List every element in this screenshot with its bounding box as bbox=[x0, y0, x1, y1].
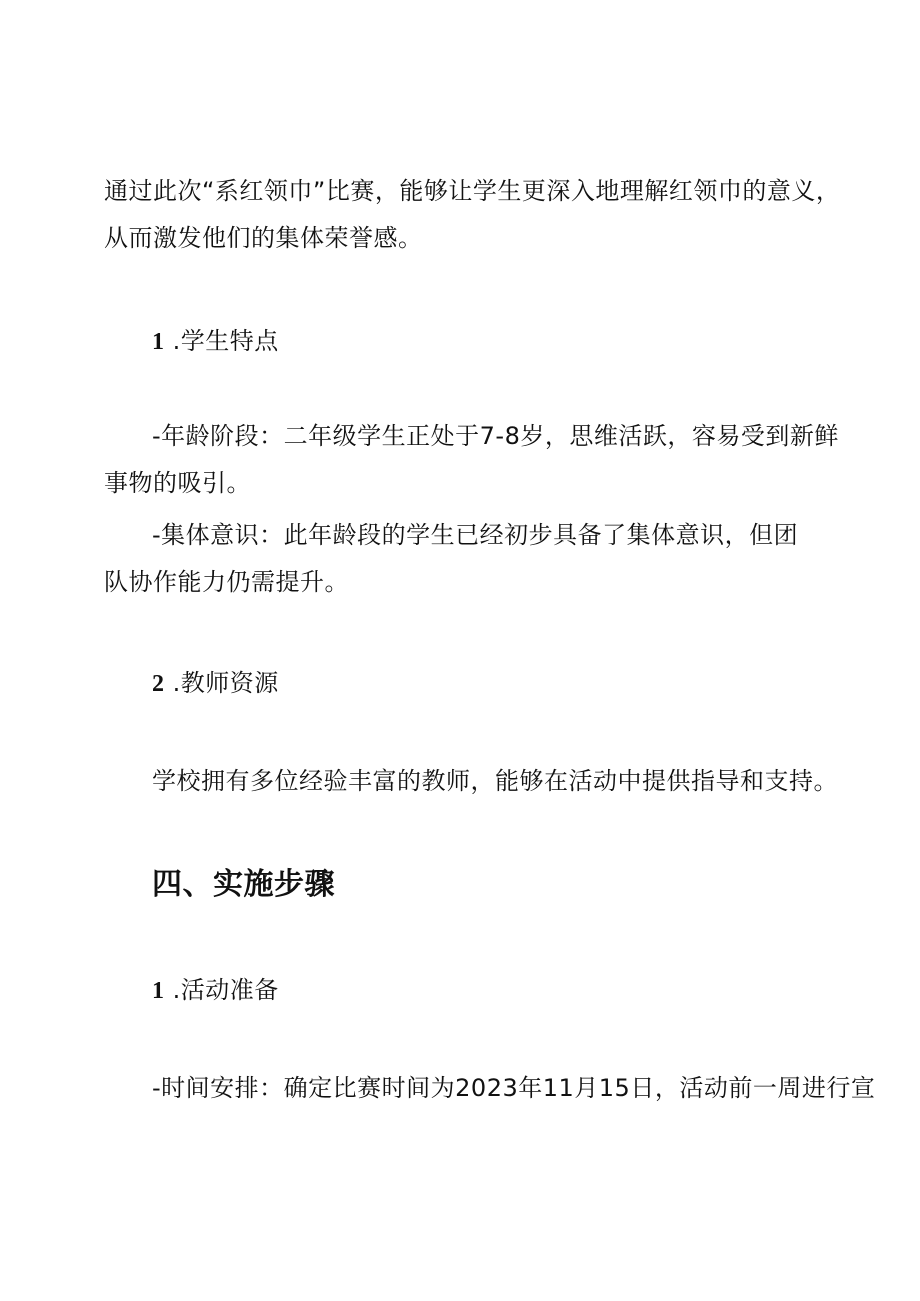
intro-paragraph-line-2: 从而激发他们的集体荣誉感。 bbox=[104, 224, 423, 252]
heading-number: 2 bbox=[152, 671, 165, 697]
collective-awareness-line-1: -集体意识：此年龄段的学生已经初步具备了集体意识，但团 bbox=[152, 521, 799, 549]
intro-paragraph-line-1: 通过此次“系红领巾”比赛，能够让学生更深入地理解红领巾的意义， bbox=[104, 177, 841, 205]
section-title-implementation: 四、实施步骤 bbox=[152, 867, 335, 902]
heading-teacher-resources bbox=[152, 667, 279, 700]
heading-text: .教师资源 bbox=[172, 669, 279, 697]
teacher-resources-body: 学校拥有多位经验丰富的教师，能够在活动中提供指导和支持。 bbox=[152, 767, 838, 795]
heading-text: .学生特点 bbox=[172, 327, 279, 355]
heading-activity-prep bbox=[152, 974, 279, 1007]
heading-text: .活动准备 bbox=[172, 976, 279, 1004]
age-stage-line-2: 事物的吸引。 bbox=[104, 469, 251, 497]
collective-awareness-line-2: 队协作能力仍需提升。 bbox=[104, 568, 349, 596]
age-stage-line-1: -年龄阶段：二年级学生正处于7-8岁，思维活跃，容易受到新鲜 bbox=[152, 422, 839, 450]
heading-number: 1 bbox=[152, 978, 165, 1004]
heading-student-features bbox=[152, 325, 279, 358]
heading-number: 1 bbox=[152, 329, 165, 355]
time-arrangement-line: -时间安排：确定比赛时间为2023年11月15日，活动前一周进行宣 bbox=[152, 1074, 876, 1102]
